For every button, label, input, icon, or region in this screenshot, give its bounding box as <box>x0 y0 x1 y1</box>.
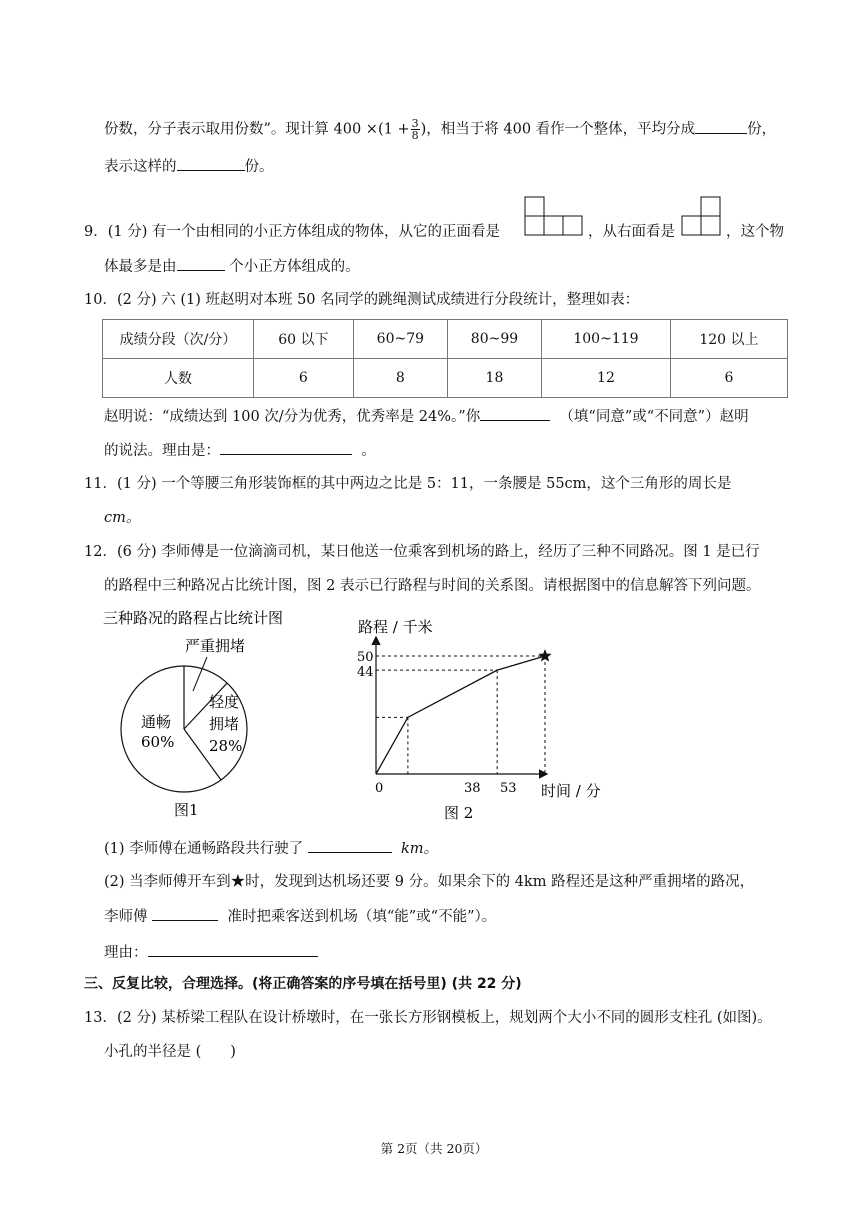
q9-line1-mid <box>588 222 675 242</box>
q10-text-c: 的说法。理由是： <box>104 443 220 459</box>
fig2-line-chart <box>340 610 640 825</box>
q12-text-2: 的路程中三种路况占比统计图，图 2 表示已行路程与时间的关系图。请根据图中的信息解答下列问题。 <box>104 578 761 594</box>
table-cell: 18 <box>447 359 541 398</box>
q10-line2 <box>104 440 376 461</box>
section-heading-text: 三、反复比较，合理选择。(将正确答案的序号填在括号里) (共 22 分) <box>84 976 522 992</box>
y-tick-44: 44 <box>357 665 374 680</box>
q8-text-e: 份。 <box>244 159 274 175</box>
x-tick-53: 53 <box>500 781 517 796</box>
q11-line2 <box>104 508 140 528</box>
q9-text-d: 体最多是由 <box>104 259 177 275</box>
q11-unit: cm。 <box>104 510 141 526</box>
distance-line <box>376 656 545 774</box>
q11-line1 <box>84 474 731 494</box>
table-header: 60~79 <box>353 320 447 359</box>
q12-sub1-text: (1) 李师傅在通畅路段共行驶了 <box>104 841 304 857</box>
answer-blank[interactable] <box>220 440 352 455</box>
answer-blank[interactable] <box>177 156 245 171</box>
table-header: 成绩分段（次/分） <box>103 320 254 359</box>
q10-text-b: （填“同意”或“不同意”）赵明 <box>559 409 749 425</box>
answer-blank[interactable] <box>177 256 225 271</box>
q8-line2 <box>104 156 274 177</box>
front-view-figure <box>523 196 585 236</box>
q9-text-a: 9．(1 分) 有一个由相同的小正方体组成的物体，从它的正面看是 <box>84 224 500 240</box>
table-row-label: 人数 <box>103 359 254 398</box>
q10-intro <box>84 290 639 310</box>
q13-line2 <box>104 1042 236 1062</box>
q9-text-b: ，从右面看是 <box>588 224 675 240</box>
q9-line1 <box>84 222 500 242</box>
q8-text-b: )，相当于将 400 看作一个整体，平均分成 <box>420 121 696 138</box>
q11-text: 11．(1 分) 一个等腰三角形装饰框的其中两边之比是 5：11，一条腰是 55cm，这个三角形的周长是 <box>84 476 732 492</box>
fig1-title: 三种路况的路程占比统计图 <box>103 609 284 627</box>
y-tick-50: 50 <box>357 650 374 665</box>
q12-sub2-line2 <box>104 906 496 927</box>
x-tick-38: 38 <box>464 781 481 796</box>
q9-line1-end <box>726 222 784 242</box>
q12-sub2-text-a: 李师傅 <box>104 909 148 925</box>
label-severe: 严重拥堵 <box>185 637 246 655</box>
q10-text-d: 。 <box>361 443 376 459</box>
table-cell: 12 <box>542 359 671 398</box>
fig1-pie-chart <box>95 605 345 825</box>
table-cell: 8 <box>353 359 447 398</box>
q10-text-a: 赵明说：“成绩达到 100 次/分为优秀，优秀率是 24%。”你 <box>104 409 481 425</box>
answer-blank[interactable] <box>152 906 218 921</box>
q12-sub2-text: (2) 当李师傅开车到★时，发现到达机场还要 9 分。如果余下的 4km 路程还是这种严重拥堵的路况， <box>104 874 755 890</box>
q13-text: 13．(2 分) 某桥梁工程队在设计桥墩时，在一张长方形钢模板上，规划两个大小不同的圆形支柱孔 (如图)。 <box>84 1010 772 1026</box>
y-axis-label: 路程 / 千米 <box>358 618 433 636</box>
pct-light: 28% <box>209 737 243 755</box>
table-cell: 6 <box>254 359 354 398</box>
star-icon <box>538 649 551 662</box>
origin-label: 0 <box>375 781 384 796</box>
q12-sub2-text-b: 准时把乘客送到机场（填“能”或“不能”）。 <box>227 909 497 925</box>
q10-text: 10．(2 分) 六 (1) 班赵明对本班 50 名同学的跳绳测试成绩进行分段统计，整理如表： <box>84 292 640 308</box>
score-table <box>102 319 788 398</box>
answer-blank[interactable] <box>480 406 550 421</box>
answer-blank[interactable] <box>308 838 392 853</box>
label-light-1: 轻度 <box>209 693 240 711</box>
page-number: 第 2页（共 20页） <box>380 1141 488 1156</box>
q9-text-c: ，这个物 <box>726 224 784 240</box>
q8-text-d: 表示这样的 <box>104 159 177 175</box>
q9-line2 <box>104 256 360 277</box>
q13-choice-paren: 小孔的半径是 ( ) <box>104 1044 236 1060</box>
q12-reason-label: 理由： <box>104 945 148 961</box>
fraction-denominator: 8 <box>411 129 419 142</box>
line-series <box>376 649 552 774</box>
q9-text-e: 个小正方体组成的。 <box>229 259 360 275</box>
section-heading <box>84 974 522 994</box>
q12-text-1: 12．(6 分) 李师傅是一位滴滴司机，某日他送一位乘客到机场的路上，经历了三种不同路况。图 1 是已行 <box>84 544 760 560</box>
answer-blank[interactable] <box>695 119 747 134</box>
table-cell: 6 <box>670 359 787 398</box>
page-footer <box>0 1139 868 1157</box>
q12-line2 <box>104 576 760 596</box>
q12-sub2-line1 <box>104 872 754 892</box>
q13-line1 <box>84 1008 772 1028</box>
table-header: 100~119 <box>542 320 671 359</box>
q8-text-a: 份数，分子表示取用份数”。现计算 400 ×(1 + <box>104 121 410 138</box>
right-view-figure <box>679 196 723 236</box>
table-header: 80~99 <box>447 320 541 359</box>
fig2-caption: 图 2 <box>444 804 474 822</box>
fig1-caption: 图1 <box>174 801 199 819</box>
fraction <box>411 118 420 141</box>
table-header: 120 以上 <box>670 320 787 359</box>
label-smooth: 通畅 <box>141 713 172 731</box>
answer-blank[interactable] <box>148 942 318 957</box>
q10-line1 <box>104 406 749 427</box>
q12-sub1 <box>104 838 438 859</box>
pct-smooth: 60% <box>141 733 175 751</box>
fraction-numerator: 3 <box>411 117 419 130</box>
q12-line1 <box>84 542 760 562</box>
q8-line1 <box>104 118 776 141</box>
q8-text-c: 份， <box>747 121 777 138</box>
label-light-2: 拥堵 <box>209 715 240 733</box>
table-header-row <box>103 320 788 359</box>
table-row <box>103 359 788 398</box>
x-axis-label: 时间 / 分 <box>541 782 601 800</box>
table-header: 60 以下 <box>254 320 354 359</box>
q12-sub1-unit: km。 <box>400 841 439 857</box>
pie-leader-line <box>193 657 207 691</box>
q12-reason <box>104 942 318 963</box>
